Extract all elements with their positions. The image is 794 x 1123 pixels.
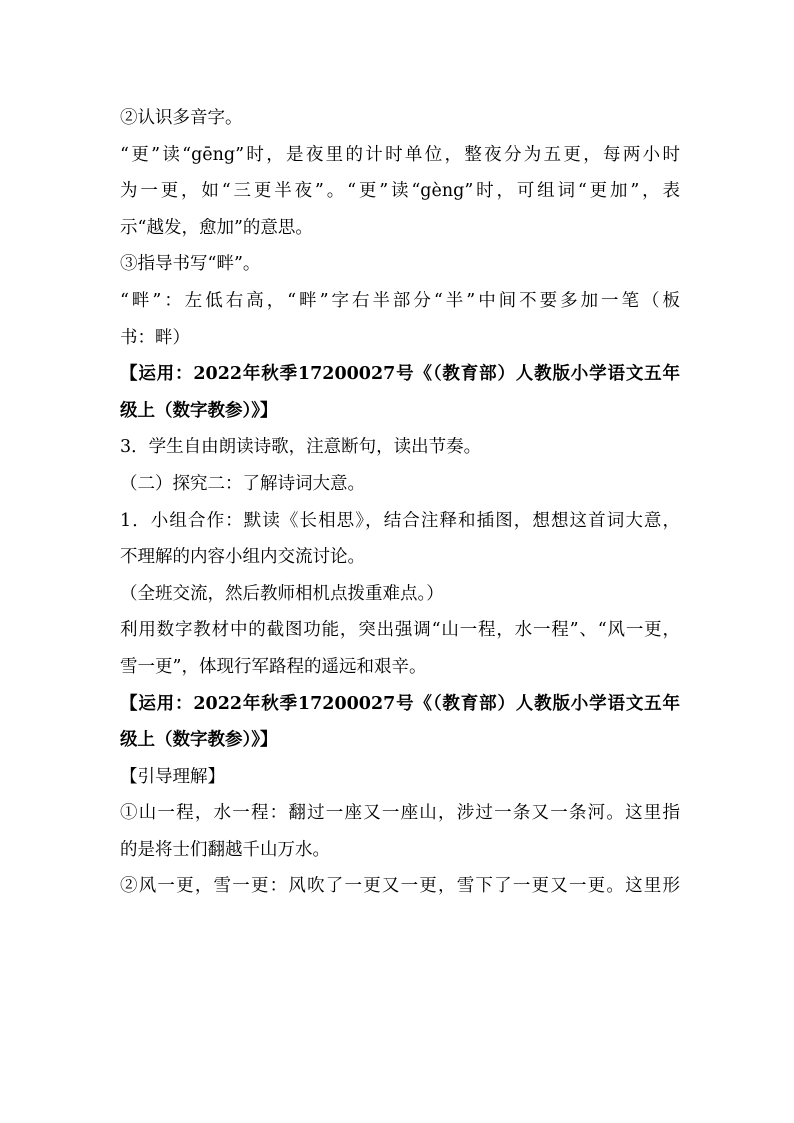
document-body <box>120 100 680 905</box>
paragraph-line: 书：畔） <box>120 327 190 348</box>
section-heading: （二）探究二：了解诗词大意。 <box>120 473 365 494</box>
paragraph-line: “更”读“gēng”时，是夜里的计时单位，整夜分为五更，每两小时 <box>120 144 680 165</box>
paragraph-line: “畔”：左低右高，“畔”字右半部分“半”中间不要多加一笔（板 <box>120 290 680 311</box>
paragraph-line: 为一更，如“三更半夜”。“更”读“gèng”时，可组词“更加”，表 <box>120 181 680 202</box>
paragraph-line: 雪一更”，体现行军路程的遥远和艰辛。 <box>120 656 427 677</box>
resource-note: 【运用：2022年秋季17200027号《（教育部）人教版小学语文五年 <box>120 364 680 385</box>
paragraph-line: ②风一更，雪一更：风吹了一更又一更，雪下了一更又一更。这里形 <box>120 876 680 897</box>
paragraph-line: 1．小组合作：默读《长相思》，结合注释和插图，想想这首词大意， <box>120 510 680 531</box>
paragraph-line: 不理解的内容小组内交流讨论。 <box>120 547 365 568</box>
resource-note: 级上（数字教参）》】 <box>120 730 278 751</box>
paragraph-line: 3．学生自由朗读诗歌，注意断句，读出节奏。 <box>120 437 482 458</box>
resource-note: 【运用：2022年秋季17200027号《（教育部）人教版小学语文五年 <box>120 693 680 714</box>
paragraph-line: 利用数字教材中的截图功能，突出强调“山一程，水一程”、“风一更， <box>120 620 680 641</box>
subheading-guide: 【引导理解】 <box>120 766 225 787</box>
subheading-writing: ③指导书写“畔”。 <box>120 254 261 275</box>
paragraph-line: （全班交流，然后教师相机点拨重难点。） <box>120 583 444 604</box>
paragraph-line: 的是将士们翻越千山万水。 <box>120 839 330 860</box>
subheading-polyphonic: ②认识多音字。 <box>120 108 243 128</box>
paragraph-line: ①山一程，水一程：翻过一座又一座山，涉过一条又一条河。这里指 <box>120 803 680 824</box>
resource-note: 级上（数字教参）》】 <box>120 400 278 421</box>
paragraph-line: 示“越发，愈加”的意思。 <box>120 217 313 238</box>
